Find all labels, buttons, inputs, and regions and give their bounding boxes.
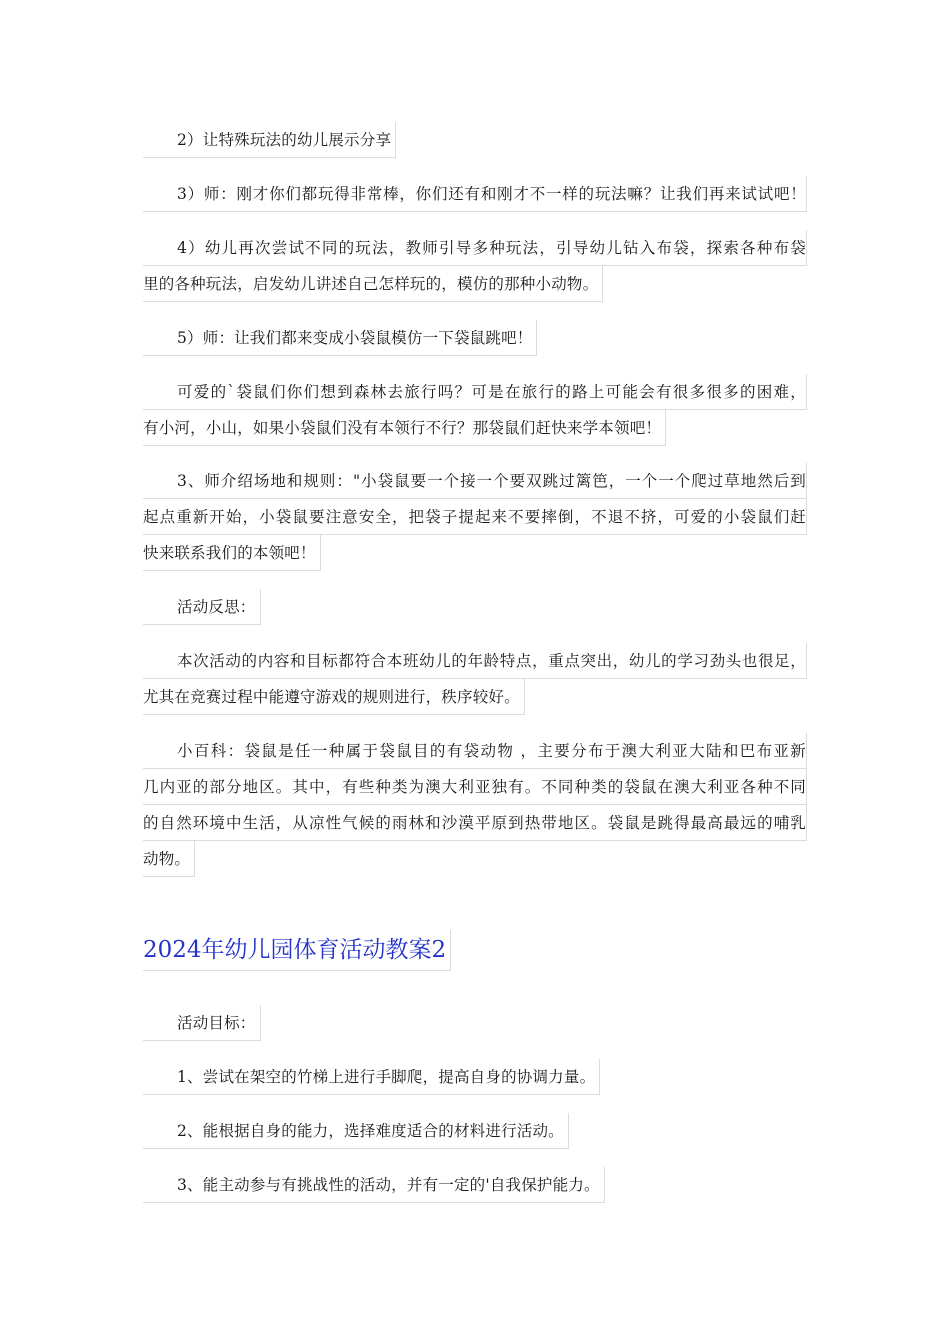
- paragraph: [143, 1113, 807, 1162]
- paragraph: [143, 320, 807, 369]
- paragraph: [143, 1005, 807, 1054]
- text-line: 活动反思：: [143, 589, 261, 625]
- text-line: 快来联系我们的本领吧！: [143, 535, 321, 571]
- text-line: 几内亚的部分地区。其中，有些种类为澳大利亚独有。不同种类的袋鼠在澳大利亚各种不同: [143, 769, 807, 805]
- section-heading: 2024年幼儿园体育活动教案2: [143, 930, 451, 971]
- text-line: 起点重新开始，小袋鼠要注意安全，把袋子提起来不要摔倒，不退不挤，可爱的小袋鼠们赶: [143, 499, 807, 535]
- paragraph: [143, 1059, 807, 1108]
- text-line: 本次活动的内容和目标都符合本班幼儿的年龄特点，重点突出，幼儿的学习劲头也很足，: [143, 643, 807, 679]
- paragraph: [143, 643, 807, 728]
- text-line: 3、能主动参与有挑战性的活动，并有一定的'自我保护能力。: [143, 1167, 605, 1203]
- text-line: 3）师：刚才你们都玩得非常棒，你们还有和刚才不一样的玩法嘛？让我们再来试试吧！: [143, 176, 807, 212]
- text-line: 有小河，小山，如果小袋鼠们没有本领行不行？那袋鼠们赶快来学本领吧！: [143, 410, 666, 446]
- text-line: 2、能根据自身的能力，选择难度适合的材料进行活动。: [143, 1113, 569, 1149]
- text-line: 尤其在竞赛过程中能遵守游戏的规则进行，秩序较好。: [143, 679, 525, 715]
- text-line: 活动目标：: [143, 1005, 261, 1041]
- text-line: 2）让特殊玩法的幼儿展示分享: [143, 122, 396, 158]
- paragraph: [143, 589, 807, 638]
- paragraph: [143, 122, 807, 171]
- paragraph: [143, 176, 807, 212]
- paragraph: [143, 1167, 807, 1216]
- text-line: 可爱的`袋鼠们你们想到森林去旅行吗？可是在旅行的路上可能会有很多很多的困难，: [143, 374, 807, 410]
- text-line: 3、师介绍场地和规则："小袋鼠要一个接一个要双跳过篱笆，一个一个爬过草地然后到: [143, 463, 807, 499]
- text-line: 动物。: [143, 841, 195, 877]
- text-line: 里的各种玩法，启发幼儿讲述自己怎样玩的，模仿的那种小动物。: [143, 266, 603, 302]
- text-line: 的自然环境中生活，从凉性气候的雨林和沙漠平原到热带地区。袋鼠是跳得最高最远的哺乳: [143, 805, 807, 841]
- text-line: 1、尝试在架空的竹梯上进行手脚爬，提高自身的协调力量。: [143, 1059, 600, 1095]
- paragraph: [143, 374, 807, 459]
- paragraph: [143, 733, 807, 890]
- paragraph: [143, 463, 807, 584]
- text-line: 小百科：袋鼠是任一种属于袋鼠目的有袋动物 ，主要分布于澳大利亚大陆和巴布亚新: [143, 733, 807, 769]
- text-line: 5）师：让我们都来变成小袋鼠模仿一下袋鼠跳吧！: [143, 320, 537, 356]
- paragraph: [143, 230, 807, 315]
- text-line: 4）幼儿再次尝试不同的玩法，教师引导多种玩法，引导幼儿钻入布袋，探索各种布袋: [143, 230, 807, 266]
